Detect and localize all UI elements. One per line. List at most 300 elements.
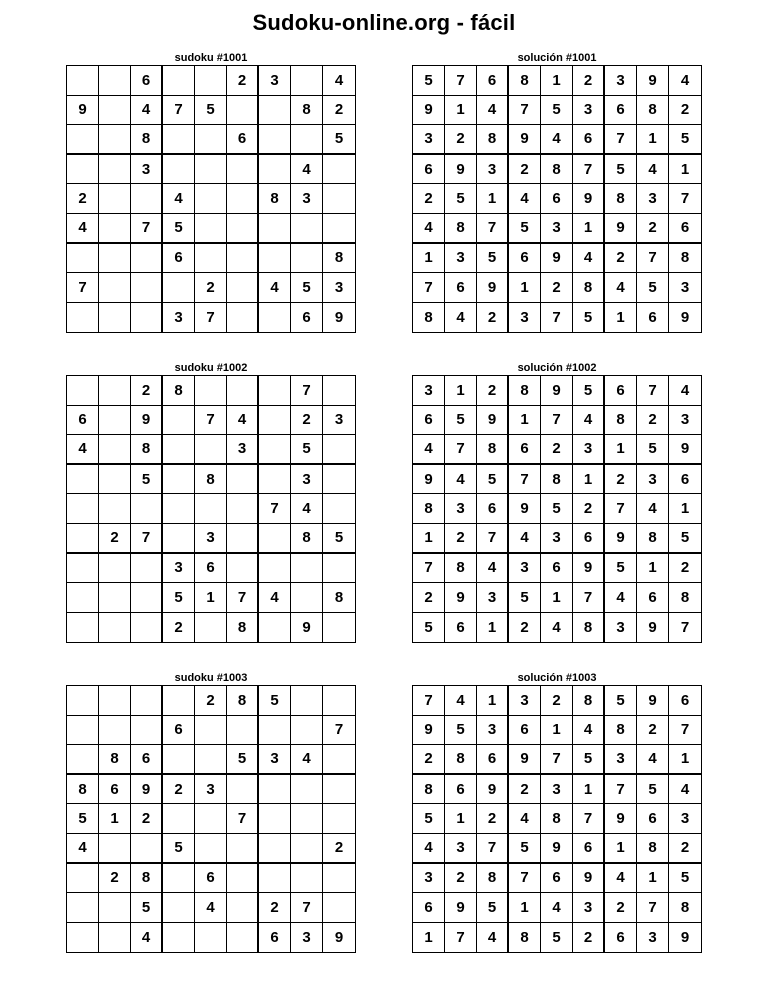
grid-cell: 6	[637, 303, 669, 333]
grid-cell	[67, 524, 99, 554]
grid-cell: 9	[637, 613, 669, 643]
grid-cell: 3	[477, 716, 509, 746]
grid-cell: 7	[195, 406, 227, 436]
grid-cell: 5	[445, 406, 477, 436]
grid-cell: 4	[509, 184, 541, 214]
grid-cell: 5	[509, 583, 541, 613]
grid-cell	[195, 125, 227, 155]
grid-cell: 5	[445, 184, 477, 214]
grid-cell: 2	[291, 406, 323, 436]
grid-cell	[259, 775, 291, 805]
grid-cell: 3	[605, 66, 637, 96]
grid-cell	[99, 125, 131, 155]
grid-cell: 6	[413, 155, 445, 185]
grid-cell	[99, 583, 131, 613]
grid-cell: 5	[163, 834, 195, 864]
grid-cell: 6	[195, 864, 227, 894]
grid-cell: 5	[509, 214, 541, 244]
grid-cell: 2	[323, 96, 355, 126]
grid-cell: 6	[445, 273, 477, 303]
grid-cell: 4	[131, 923, 163, 953]
grid-cell: 9	[669, 435, 701, 465]
grid-cell: 3	[541, 775, 573, 805]
grid-cell	[99, 494, 131, 524]
grid-cell: 8	[227, 686, 259, 716]
grid-cell	[323, 376, 355, 406]
sudoku-puzzle-1001	[66, 51, 356, 333]
grid-cell: 5	[637, 435, 669, 465]
grid-cell	[323, 775, 355, 805]
grid-cell	[259, 155, 291, 185]
grid-cell	[227, 834, 259, 864]
grid-cell: 8	[509, 376, 541, 406]
solution-grid	[412, 375, 702, 643]
grid-cell	[259, 435, 291, 465]
grid-cell	[163, 864, 195, 894]
grid-cell: 4	[477, 554, 509, 584]
grid-cell: 7	[259, 494, 291, 524]
grid-cell: 5	[669, 524, 701, 554]
grid-cell	[291, 66, 323, 96]
grid-cell	[195, 745, 227, 775]
grid-cell	[99, 716, 131, 746]
grid-cell: 2	[541, 435, 573, 465]
grid-cell: 3	[605, 613, 637, 643]
grid-cell	[67, 465, 99, 495]
grid-cell: 1	[541, 583, 573, 613]
grid-cell: 6	[509, 244, 541, 274]
grid-cell: 7	[605, 125, 637, 155]
grid-cell: 1	[573, 465, 605, 495]
grid-cell: 7	[131, 214, 163, 244]
grid-cell	[323, 554, 355, 584]
grid-cell: 8	[131, 435, 163, 465]
grid-cell	[259, 524, 291, 554]
grid-cell: 6	[573, 834, 605, 864]
grid-cell	[99, 406, 131, 436]
grid-cell: 5	[541, 923, 573, 953]
grid-cell	[67, 376, 99, 406]
grid-cell: 2	[541, 686, 573, 716]
grid-cell: 8	[573, 686, 605, 716]
grid-cell: 5	[67, 804, 99, 834]
grid-cell: 3	[509, 554, 541, 584]
grid-cell: 8	[445, 554, 477, 584]
grid-cell: 3	[163, 303, 195, 333]
grid-cell	[163, 804, 195, 834]
grid-cell: 8	[291, 524, 323, 554]
grid-cell: 3	[323, 273, 355, 303]
grid-cell: 4	[605, 273, 637, 303]
grid-cell: 4	[67, 834, 99, 864]
grid-cell: 8	[541, 465, 573, 495]
grid-cell: 1	[573, 214, 605, 244]
grid-cell: 1	[669, 494, 701, 524]
grid-cell: 9	[413, 96, 445, 126]
grid-cell: 5	[477, 465, 509, 495]
grid-cell: 4	[669, 66, 701, 96]
grid-cell: 7	[67, 273, 99, 303]
grid-cell: 1	[477, 613, 509, 643]
grid-cell: 3	[573, 96, 605, 126]
grid-cell: 7	[573, 155, 605, 185]
grid-cell: 4	[637, 155, 669, 185]
grid-cell: 8	[259, 184, 291, 214]
grid-cell: 9	[573, 554, 605, 584]
grid-cell	[163, 893, 195, 923]
grid-cell: 1	[605, 834, 637, 864]
grid-cell: 3	[573, 435, 605, 465]
grid-cell	[195, 376, 227, 406]
grid-cell: 8	[637, 96, 669, 126]
grid-cell	[163, 494, 195, 524]
grid-cell: 3	[323, 406, 355, 436]
grid-cell: 2	[195, 686, 227, 716]
grid-cell: 4	[573, 244, 605, 274]
grid-cell: 7	[291, 893, 323, 923]
grid-cell: 6	[131, 745, 163, 775]
grid-cell	[195, 834, 227, 864]
grid-cell: 2	[541, 273, 573, 303]
grid-cell	[259, 554, 291, 584]
sudoku-grid	[66, 685, 356, 953]
grid-cell: 6	[573, 125, 605, 155]
grid-cell: 9	[413, 465, 445, 495]
grid-cell: 8	[541, 804, 573, 834]
grid-cell: 6	[445, 775, 477, 805]
grid-cell	[323, 155, 355, 185]
grid-cell: 9	[573, 184, 605, 214]
grid-cell: 8	[291, 96, 323, 126]
grid-cell: 1	[541, 716, 573, 746]
grid-cell: 8	[323, 244, 355, 274]
grid-cell: 3	[195, 524, 227, 554]
grid-cell	[323, 184, 355, 214]
grid-cell: 3	[669, 406, 701, 436]
grid-cell	[227, 864, 259, 894]
grid-cell: 8	[573, 613, 605, 643]
grid-cell	[227, 554, 259, 584]
grid-cell	[227, 273, 259, 303]
grid-cell	[291, 214, 323, 244]
grid-cell: 5	[163, 583, 195, 613]
grid-cell: 9	[477, 273, 509, 303]
grid-cell: 4	[67, 435, 99, 465]
grid-cell: 9	[131, 775, 163, 805]
grid-cell: 2	[605, 244, 637, 274]
grid-cell	[227, 184, 259, 214]
grid-cell: 9	[334, 929, 344, 947]
grid-cell: 3	[291, 465, 323, 495]
grid-cell	[227, 524, 259, 554]
grid-cell: 7	[227, 583, 259, 613]
grid-cell: 6	[541, 184, 573, 214]
grid-cell: 4	[291, 155, 323, 185]
grid-cell	[163, 155, 195, 185]
grid-cell	[323, 686, 355, 716]
grid-cell: 2	[637, 406, 669, 436]
grid-cell	[227, 716, 259, 746]
grid-cell: 4	[477, 923, 509, 953]
grid-cell	[131, 554, 163, 584]
grid-cell: 8	[413, 303, 445, 333]
grid-cell: 9	[509, 494, 541, 524]
grid-cell: 1	[637, 125, 669, 155]
grid-cell: 9	[413, 716, 445, 746]
grid-cell: 7	[163, 96, 195, 126]
grid-cell: 7	[477, 834, 509, 864]
grid-cell	[227, 923, 259, 953]
grid-cell: 4	[163, 184, 195, 214]
sudoku-puzzle-1002	[66, 361, 356, 643]
grid-cell	[291, 716, 323, 746]
grid-cell: 4	[195, 893, 227, 923]
grid-cell: 9	[334, 309, 344, 327]
grid-cell	[99, 66, 131, 96]
grid-cell: 6	[509, 716, 541, 746]
grid-cell	[227, 494, 259, 524]
grid-cell	[227, 303, 259, 333]
grid-cell: 9	[131, 406, 163, 436]
grid-cell: 7	[227, 804, 259, 834]
grid-cell	[323, 864, 355, 894]
grid-cell: 2	[445, 524, 477, 554]
grid-cell: 2	[413, 583, 445, 613]
grid-cell: 3	[669, 273, 701, 303]
grid-cell: 7	[573, 804, 605, 834]
grid-cell: 2	[509, 155, 541, 185]
grid-cell: 8	[669, 244, 701, 274]
grid-cell: 4	[605, 864, 637, 894]
grid-cell	[195, 923, 227, 953]
grid-cell: 8	[605, 184, 637, 214]
grid-cell: 5	[227, 745, 259, 775]
grid-cell	[99, 465, 131, 495]
grid-cell: 3	[227, 435, 259, 465]
grid-cell	[99, 96, 131, 126]
grid-cell: 8	[605, 406, 637, 436]
grid-cell: 1	[477, 686, 509, 716]
grid-cell: 8	[477, 435, 509, 465]
grid-cell: 3	[413, 376, 445, 406]
grid-caption: sudoku #1003	[174, 672, 248, 684]
grid-cell: 8	[131, 125, 163, 155]
grid-cell: 2	[669, 834, 701, 864]
solution-grid	[412, 685, 702, 953]
grid-cell: 6	[605, 376, 637, 406]
grid-cell: 3	[291, 923, 323, 953]
grid-cell	[163, 923, 195, 953]
grid-cell	[291, 834, 323, 864]
grid-cell	[99, 834, 131, 864]
grid-cell	[291, 864, 323, 894]
grid-cell: 4	[413, 214, 445, 244]
grid-cell: 5	[637, 775, 669, 805]
grid-cell: 8	[477, 125, 509, 155]
grid-cell: 6	[637, 583, 669, 613]
grid-cell: 1	[99, 804, 131, 834]
grid-cell: 1	[445, 804, 477, 834]
grid-cell: 9	[509, 125, 541, 155]
grid-cell: 2	[573, 66, 605, 96]
grid-cell: 4	[445, 303, 477, 333]
grid-cell	[163, 435, 195, 465]
grid-cell: 7	[669, 184, 701, 214]
grid-cell	[67, 893, 99, 923]
grid-cell: 5	[259, 686, 291, 716]
grid-cell	[67, 494, 99, 524]
grid-cell: 4	[573, 716, 605, 746]
grid-cell: 3	[163, 554, 195, 584]
grid-cell: 6	[637, 804, 669, 834]
grid-cell	[259, 716, 291, 746]
grid-cell: 2	[323, 834, 355, 864]
grid-cell	[163, 273, 195, 303]
grid-cell: 4	[131, 96, 163, 126]
sudoku-grid	[66, 375, 356, 643]
grid-cell: 2	[163, 613, 195, 643]
grid-caption: solución #1001	[517, 52, 597, 64]
grid-cell: 8	[669, 893, 701, 923]
grid-cell: 2	[573, 494, 605, 524]
grid-cell	[67, 864, 99, 894]
grid-caption: solución #1003	[517, 672, 597, 684]
grid-cell	[131, 273, 163, 303]
grid-cell: 9	[680, 309, 690, 327]
grid-cell: 4	[637, 494, 669, 524]
grid-cell: 3	[573, 893, 605, 923]
grid-cell: 4	[637, 745, 669, 775]
grid-cell: 2	[509, 613, 541, 643]
solution-grid-1003	[412, 671, 702, 953]
grid-cell: 6	[477, 745, 509, 775]
grid-cell: 2	[477, 804, 509, 834]
grid-cell: 6	[669, 686, 701, 716]
grid-cell	[259, 864, 291, 894]
grid-cell: 9	[67, 96, 99, 126]
grid-cell: 6	[163, 716, 195, 746]
grid-cell	[99, 686, 131, 716]
grid-cell: 1	[477, 184, 509, 214]
grid-cell: 7	[323, 716, 355, 746]
grid-cell	[67, 303, 99, 333]
grid-cell: 4	[291, 745, 323, 775]
grid-cell: 5	[637, 273, 669, 303]
grid-cell: 9	[680, 929, 690, 947]
grid-cell: 9	[605, 214, 637, 244]
grid-cell	[99, 376, 131, 406]
grid-cell: 5	[413, 804, 445, 834]
grid-cell: 5	[131, 465, 163, 495]
grid-cell: 8	[323, 583, 355, 613]
grid-cell: 3	[509, 686, 541, 716]
grid-cell	[163, 465, 195, 495]
grid-cell: 3	[259, 745, 291, 775]
grid-cell: 3	[605, 745, 637, 775]
grid-cell: 6	[227, 125, 259, 155]
grid-cell: 4	[669, 376, 701, 406]
grid-cell: 1	[573, 775, 605, 805]
grid-cell: 6	[413, 893, 445, 923]
grid-cell: 1	[413, 524, 445, 554]
grid-cell: 2	[605, 893, 637, 923]
grid-cell: 4	[477, 96, 509, 126]
grid-cell: 4	[413, 435, 445, 465]
grid-cell: 2	[669, 554, 701, 584]
grid-cell: 4	[541, 613, 573, 643]
grid-cell	[131, 583, 163, 613]
grid-cell: 4	[413, 834, 445, 864]
grid-cell	[99, 244, 131, 274]
grid-cell: 5	[291, 273, 323, 303]
grid-cell: 7	[131, 524, 163, 554]
grid-cell: 2	[67, 184, 99, 214]
grid-cell	[291, 244, 323, 274]
grid-cell: 5	[605, 155, 637, 185]
grid-cell: 5	[477, 893, 509, 923]
grid-cell: 4	[67, 214, 99, 244]
grid-cell	[99, 155, 131, 185]
grid-cell	[131, 303, 163, 333]
grid-cell: 5	[605, 554, 637, 584]
grid-cell: 8	[195, 465, 227, 495]
grid-cell	[291, 686, 323, 716]
grid-cell	[227, 376, 259, 406]
grid-cell	[259, 804, 291, 834]
grid-cell	[259, 244, 291, 274]
grid-cell: 4	[259, 583, 291, 613]
grid-cell	[67, 244, 99, 274]
grid-cell: 8	[637, 834, 669, 864]
grid-cell: 6	[477, 494, 509, 524]
grid-cell: 2	[573, 923, 605, 953]
grid-cell: 5	[573, 303, 605, 333]
grid-cell: 7	[637, 893, 669, 923]
grid-cell: 1	[413, 244, 445, 274]
grid-cell: 9	[637, 686, 669, 716]
grid-cell: 3	[131, 155, 163, 185]
grid-cell	[67, 686, 99, 716]
grid-cell: 8	[541, 155, 573, 185]
grid-cell: 2	[637, 716, 669, 746]
grid-cell	[195, 613, 227, 643]
grid-cell: 1	[669, 745, 701, 775]
grid-cell: 5	[445, 716, 477, 746]
grid-cell: 8	[131, 864, 163, 894]
grid-cell: 3	[637, 923, 669, 953]
solution-grid-1002	[412, 361, 702, 643]
grid-cell: 8	[445, 214, 477, 244]
grid-cell: 7	[509, 96, 541, 126]
grid-cell: 7	[445, 923, 477, 953]
grid-cell: 3	[445, 244, 477, 274]
grid-cell: 9	[477, 406, 509, 436]
grid-cell: 5	[413, 66, 445, 96]
grid-cell	[67, 745, 99, 775]
grid-cell: 7	[477, 524, 509, 554]
grid-cell: 8	[413, 494, 445, 524]
grid-cell: 4	[259, 273, 291, 303]
grid-cell: 5	[163, 214, 195, 244]
grid-cell: 6	[573, 524, 605, 554]
grid-cell	[323, 613, 355, 643]
grid-cell	[99, 303, 131, 333]
grid-cell	[67, 716, 99, 746]
grid-cell: 5	[323, 125, 355, 155]
grid-cell: 7	[413, 686, 445, 716]
grid-caption: solución #1002	[517, 362, 597, 374]
grid-cell: 5	[605, 686, 637, 716]
